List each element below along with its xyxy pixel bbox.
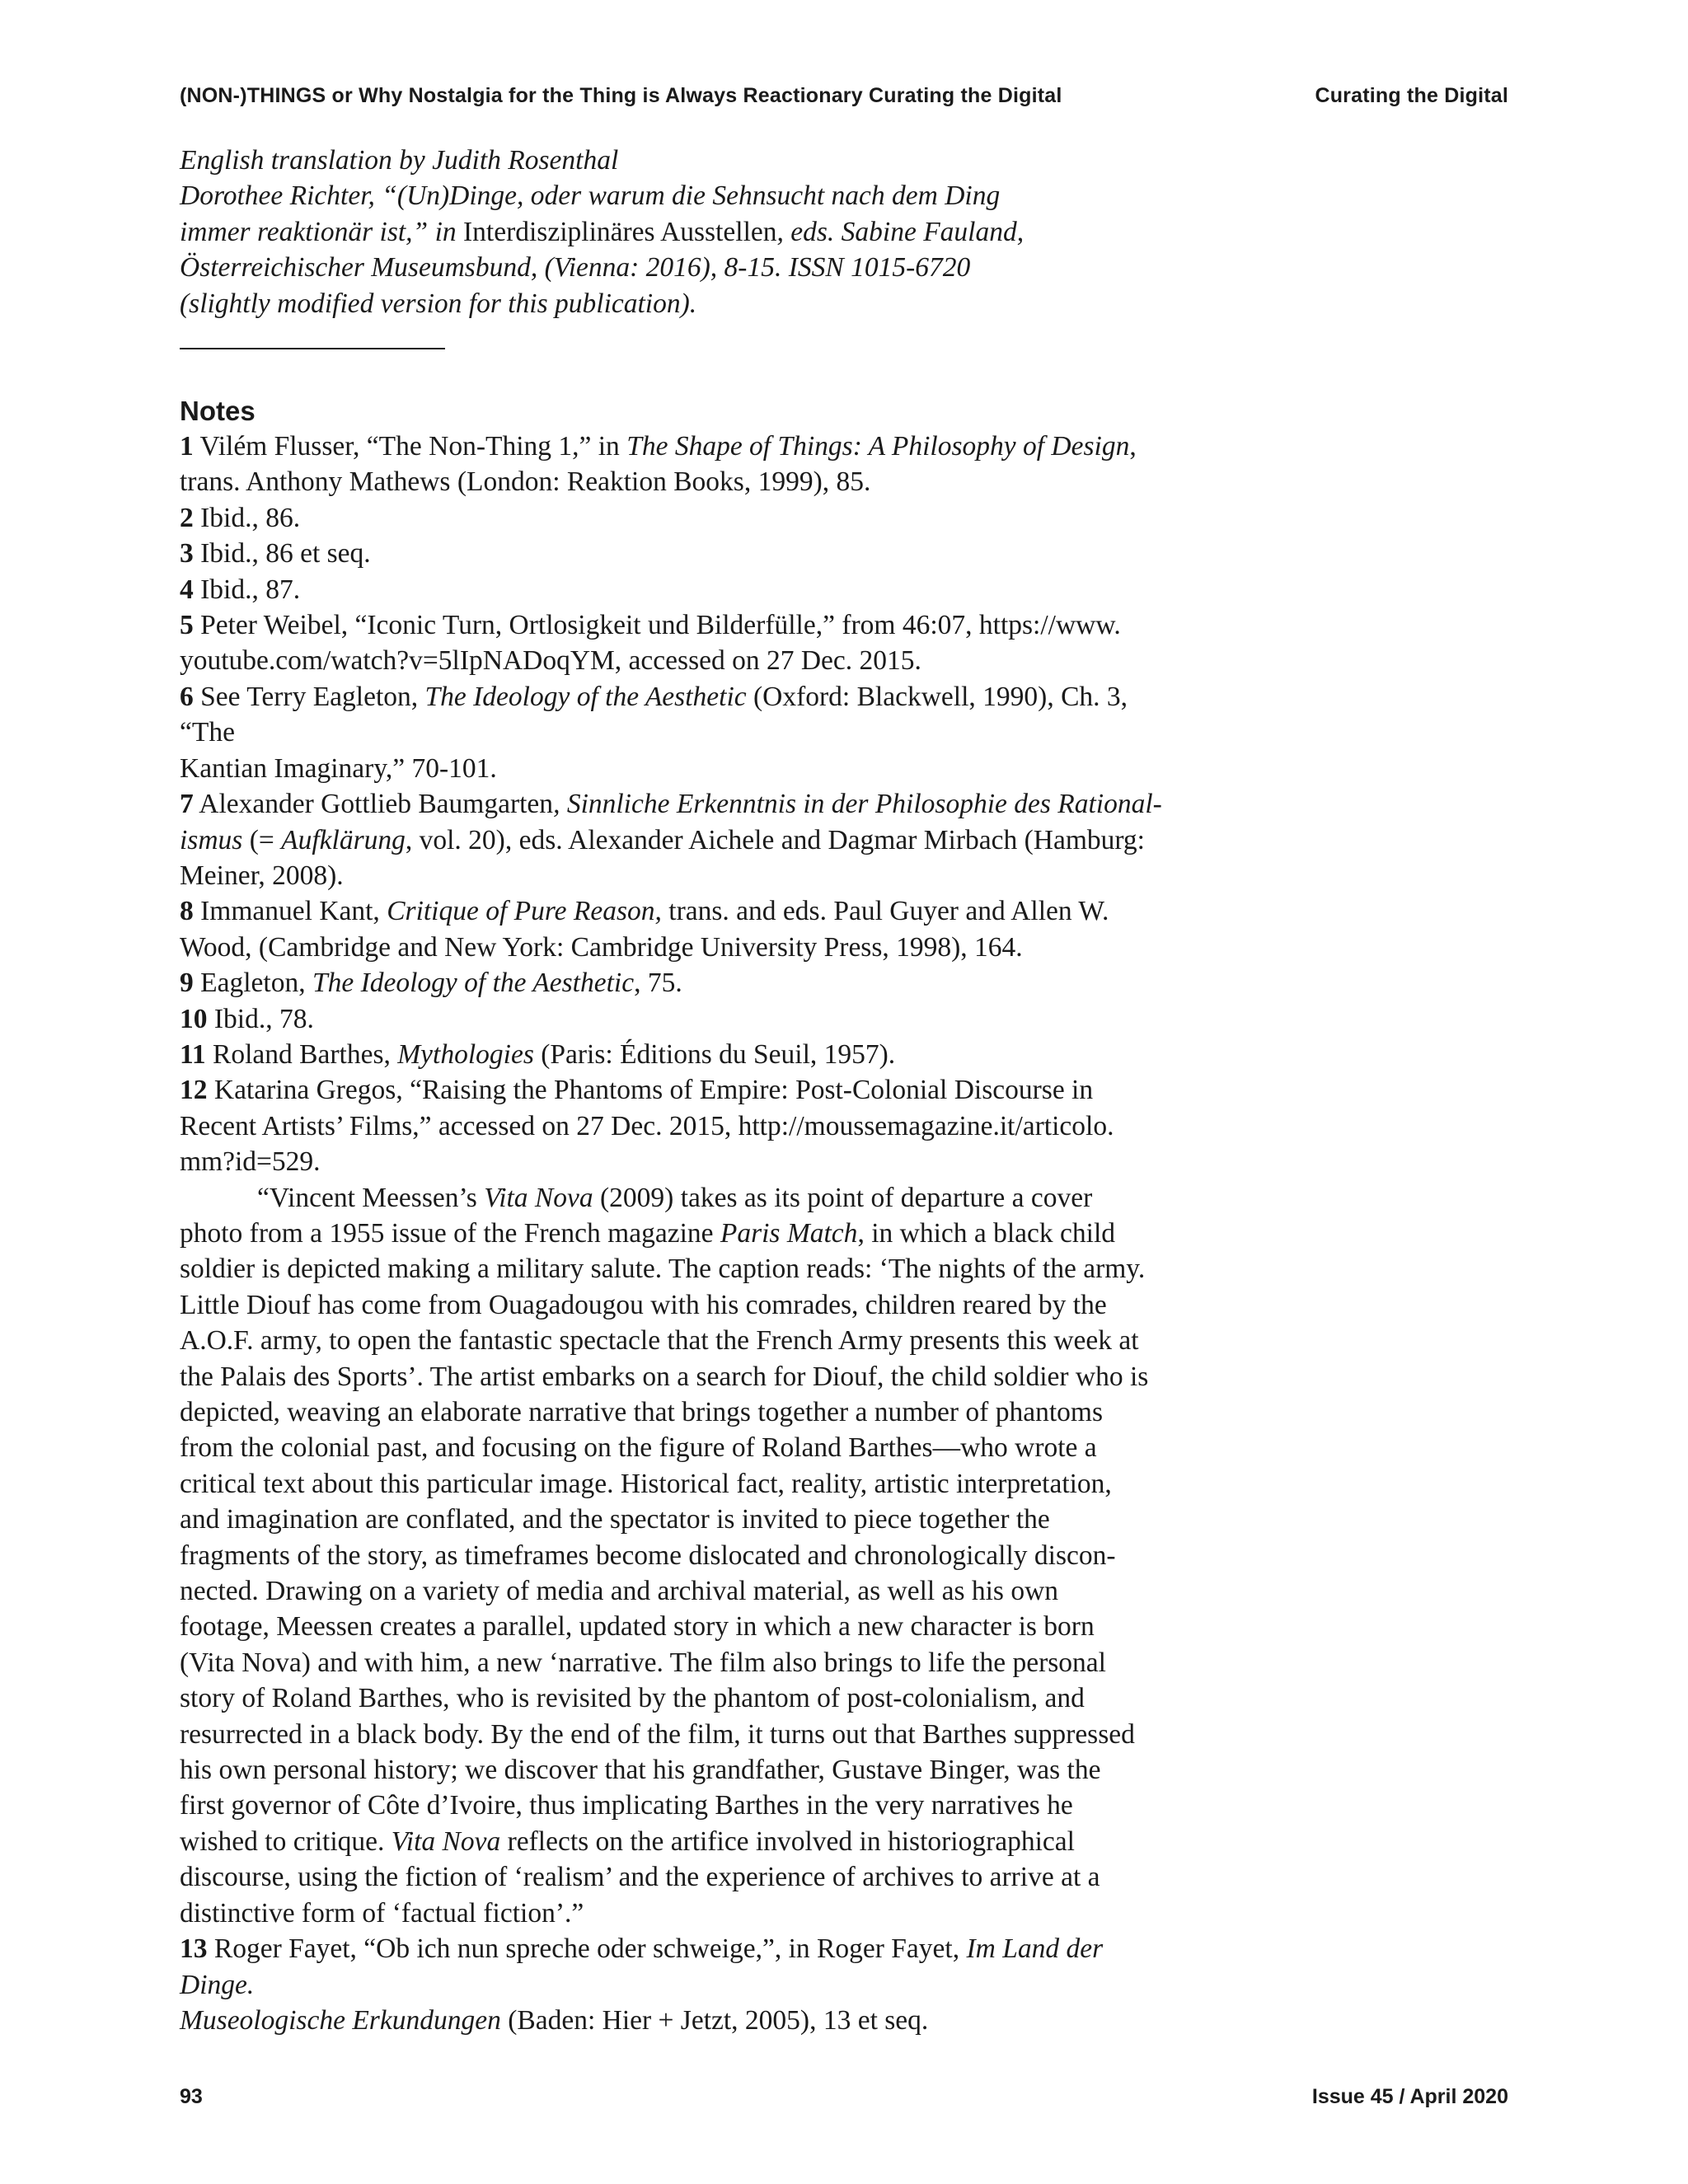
note-2: 2 Ibid., 86. [180,502,301,533]
issue-label: Issue 45 / April 2020 [1311,2085,1508,2108]
page-content [180,143,1169,2038]
note-3: 3 Ibid., 86 et seq. [180,538,371,569]
note-13: 13 Roger Fayet, “Ob ich nun spreche oder schweige,”, in Roger Fayet, Im Land der Dinge. Museologische Erkundungen (Baden: Hier + Jetzt, 2005), 13 et seq. [180,1933,1104,2036]
notes-list [180,429,1169,2038]
notes-heading: Notes [180,396,256,427]
running-header [180,84,1508,112]
credit-line: Österreichischer Museumsbund, (Vienna: 2016), 8-15. ISSN 1015-6720 [180,252,971,284]
note-1: 1 Vilém Flusser, “The Non-Thing 1,” in The Shape of Things: A Philosophy of Design, trans. Anthony Mathews (London: Reaktion Books, 1999), 85. [180,431,1137,498]
header-title: (NON-)THINGS or Why Nostalgia for the Thing is Always Reactionary Curating the Digital [180,84,1062,107]
note-10: 10 Ibid., 78. [180,1003,314,1034]
page-footer [180,2085,1508,2113]
credit-text: , eds. Sabine Fauland, [776,216,1025,247]
credit-line: (slightly modified version for this publication). [180,288,697,319]
credit-line: Dorothee Richter, “(Un)Dinge, oder warum die Sehnsucht nach dem Ding [180,180,1001,212]
note-4: 4 Ibid., 87. [180,574,301,605]
note-11: 11 Roland Barthes, Mythologies (Paris: Éditions du Seuil, 1957). [180,1038,896,1070]
note-5: 5 Peter Weibel, “Iconic Turn, Ortlosigkeit und Bilderfülle,” from 46:07, https://www. youtube.com/watch?v=5lIpNADoqYM, accessed on 27 Dec. 2015. [180,610,1121,677]
credit-line: English translation by Judith Rosenthal [180,145,619,176]
note-12: 12 Katarina Gregos, “Raising the Phantoms of Empire: Post-Colonial Discourse in Recent Artists’ Films,” accessed on 27 Dec. 2015, http://moussemagazine.it/articolo. mm?id=529. [180,1075,1114,1178]
page-number: 93 [180,2085,203,2108]
note-8: 8 Immanuel Kant, Critique of Pure Reason, trans. and eds. Paul Guyer and Allen W. Wood, (Cambridge and New York: Cambridge University Press, 1998), 164. [180,896,1109,963]
credit-line [180,214,1169,250]
note-6: 6 See Terry Eagleton, The Ideology of the Aesthetic (Oxford: Blackwell, 1990), Ch. 3, “The Kantian Imaginary,” 70-101. [180,681,1128,784]
note-9: 9 Eagleton, The Ideology of the Aesthetic, 75. [180,968,682,999]
credit-publication: Interdisziplinäres Ausstellen [463,216,777,247]
quoted-passage: “Vincent Meessen’s Vita Nova (2009) takes as its point of departure a cover photo from a 1955 issue of the French magazine Paris Match, in which a black child soldier is depicted making a military salute. The caption reads: ‘The nights of the army. Little Diouf has come from Ouagadougou with his comrades, children reared by the A.O.F. army, to open the fantastic spectacle that the French Army presents this week at the Palais des Sports’. The artist embarks on a search for Diouf, the child soldier who is depicted, weaving an elaborate narrative that brings together a number of phantoms from the colonial past, and focusing on the figure of Roland Barthes—who wrote a critical text about this particular image. Historical fact, reality, artistic interpretation, and imagination are conflated, and the spectator is invited to piece together the fragments of the story, as timeframes become dislocated and chronologically discon- nected. Drawing on a variety of media and archival material, as well as his own footage, Meessen creates a parallel, updated story in which a new character is born (Vita Nova) and with him, a new ‘narrative. The film also brings to life the personal story of Roland Barthes, who is revisited by the phantom of post-colonialism, and resurrected in a black body. By the end of the film, it turns out that Barthes suppressed his own personal history; we discover that his grandfather, Gustave Binger, was the first governor of Côte d’Ivoire, thus implicating Barthes in the very narratives he wished to critique. Vita Nova reflects on the artifice involved in historiographical discourse, using the fiction of ‘realism’ and the experience of archives to arrive at a distinctive form of ‘factual fiction’.” [180,1182,1149,1929]
note-7: 7 Alexander Gottlieb Baumgarten, Sinnliche Erkenntnis in der Philosophie des Rational- ismus (= Aufklärung, vol. 20), eds. Alexander Aichele and Dagmar Mirbach (Hamburg: Meiner, 2008). [180,789,1162,891]
divider [180,348,445,349]
translation-credit [180,143,1169,321]
header-section: Curating the Digital [1315,84,1508,107]
credit-text: immer reaktionär ist,” in [180,216,463,247]
